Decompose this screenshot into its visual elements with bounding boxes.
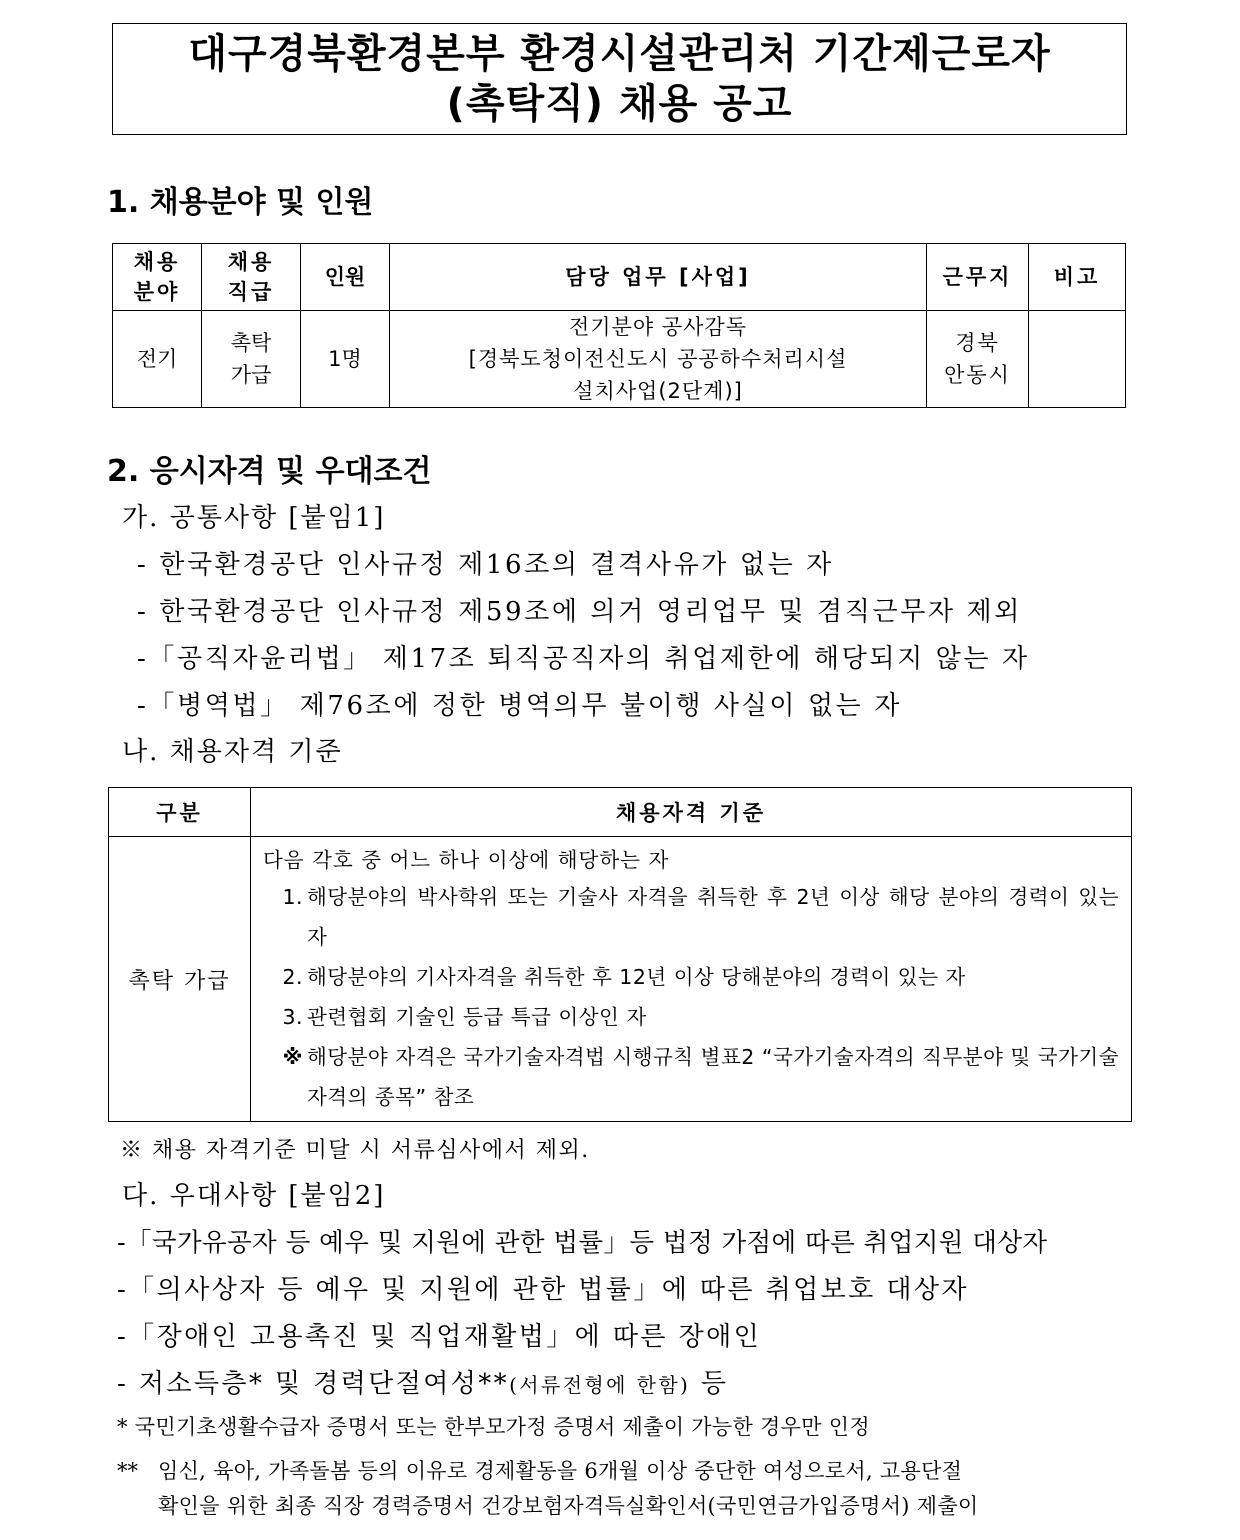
cell-duty: 전기분야 공사감독 [경북도청이전신도시 공공하수처리시설 설치사업(2단계)]: [390, 311, 927, 408]
header-remark: 비고: [1029, 244, 1126, 311]
cell-field: 전기: [113, 311, 202, 408]
footnote-2-mark: **: [117, 1459, 138, 1483]
criteria-header-category: 구분: [109, 788, 251, 837]
preference-item-4-small: (서류전형에 한함): [509, 1373, 691, 1397]
preference-item-4: [117, 1366, 728, 1403]
criteria-item-4-text: 해당분야 자격은 국가기술자격법 시행규칙 별표2 “국가기술자격의 직무분야 및 국가기술자격의 종목” 참조: [307, 1045, 1119, 1109]
header-field: 채용 분야: [113, 244, 202, 311]
criteria-cell: [251, 837, 1132, 1122]
criteria-table: [108, 787, 1132, 1122]
section1-heading: 1. 채용분야 및 인원: [107, 185, 374, 220]
criteria-item-2-num: 2.: [282, 965, 303, 989]
notice-title-box: [112, 23, 1127, 135]
cell-location: 경북 안동시: [927, 311, 1029, 408]
recruitment-table-row: [113, 311, 1126, 408]
preference-item-4-end: 등: [690, 1369, 729, 1399]
preference-item-2: -「의사상자 등 예우 및 지원에 관한 법률」에 따른 취업보호 대상자: [117, 1275, 969, 1305]
notice-title-line1: 대구경북환경본부 환경시설관리처 기간제근로자: [188, 31, 1051, 77]
criteria-table-row: [109, 837, 1132, 1122]
recruitment-table: [112, 243, 1126, 408]
common-item-4: -「병역법」 제76조에 정한 병역의무 불이행 사실이 없는 자: [137, 691, 902, 721]
criteria-category: 촉탁 가급: [109, 837, 251, 1122]
cell-remark: [1029, 311, 1126, 408]
criteria-intro: 다음 각호 중 어느 하나 이상에 해당하는 자: [263, 848, 670, 872]
cell-grade: 촉탁 가급: [202, 311, 301, 408]
footnote-1: * 국민기초생활수급자 증명서 또는 한부모가정 증명서 제출이 가능한 경우만 인정: [117, 1415, 870, 1439]
preference-title: 다. 우대사항 [붙임2]: [122, 1181, 386, 1211]
header-location: 근무지: [927, 244, 1029, 311]
header-grade: 채용 직급: [202, 244, 301, 311]
header-count: 인원: [301, 244, 390, 311]
criteria-item-3: [263, 997, 1119, 1037]
common-item-1: - 한국환경공단 인사규정 제16조의 결격사유가 없는 자: [137, 550, 834, 580]
footnote-2-line2: 확인을 위한 최종 직장 경력증명서 건강보험자격득실확인서(국민연금가입증명서) 제출이: [158, 1494, 979, 1518]
footnote-2-line1: 임신, 육아, 가족돌봄 등의 이유로 경제활동을 6개월 이상 중단한 여성으로서, 고용단절: [158, 1459, 963, 1483]
criteria-item-4-num: ※: [282, 1045, 303, 1069]
notice-title-line2: (촉탁직) 채용 공고: [446, 81, 793, 127]
cell-count: 1명: [301, 311, 390, 408]
criteria-item-1-num: 1.: [282, 885, 303, 909]
criteria-item-3-num: 3.: [282, 1005, 303, 1029]
criteria-header-standard: 채용자격 기준: [251, 788, 1132, 837]
criteria-item-1-text: 해당분야의 박사학위 또는 기술사 자격을 취득한 후 2년 이상 해당 분야의 경력이 있는 자: [307, 885, 1119, 949]
criteria-note: ※ 채용 자격기준 미달 시 서류심사에서 제외.: [120, 1138, 590, 1163]
header-duty: 담당 업무 [사업]: [390, 244, 927, 311]
criteria-item-2: [263, 957, 1119, 997]
criteria-item-2-text: 해당분야의 기사자격을 취득한 후 12년 이상 당해분야의 경력이 있는 자: [307, 965, 966, 989]
recruitment-table-header: [113, 244, 1126, 311]
criteria-item-3-text: 관련협회 기술인 등급 특급 이상인 자: [307, 1005, 647, 1029]
criteria-item-4: [263, 1037, 1119, 1117]
preference-item-1: -「국가유공자 등 예우 및 지원에 관한 법률」등 법정 가점에 따른 취업지원 대상자: [117, 1228, 1048, 1258]
preference-item-3: -「장애인 고용촉진 및 직업재활법」에 따른 장애인: [117, 1322, 762, 1352]
criteria-item-1: [263, 877, 1119, 957]
common-item-3: -「공직자윤리법」 제17조 퇴직공직자의 취업제한에 해당되지 않는 자: [137, 644, 1030, 674]
common-item-2: - 한국환경공단 인사규정 제59조에 의거 영리업무 및 겸직근무자 제외: [137, 597, 1022, 627]
criteria-title: 나. 채용자격 기준: [122, 737, 343, 767]
preference-item-4-main: - 저소득층* 및 경력단절여성**: [117, 1369, 510, 1399]
common-title: 가. 공통사항 [붙임1]: [122, 503, 386, 533]
section2-heading: 2. 응시자격 및 우대조건: [107, 454, 432, 489]
criteria-table-header: [109, 788, 1132, 837]
